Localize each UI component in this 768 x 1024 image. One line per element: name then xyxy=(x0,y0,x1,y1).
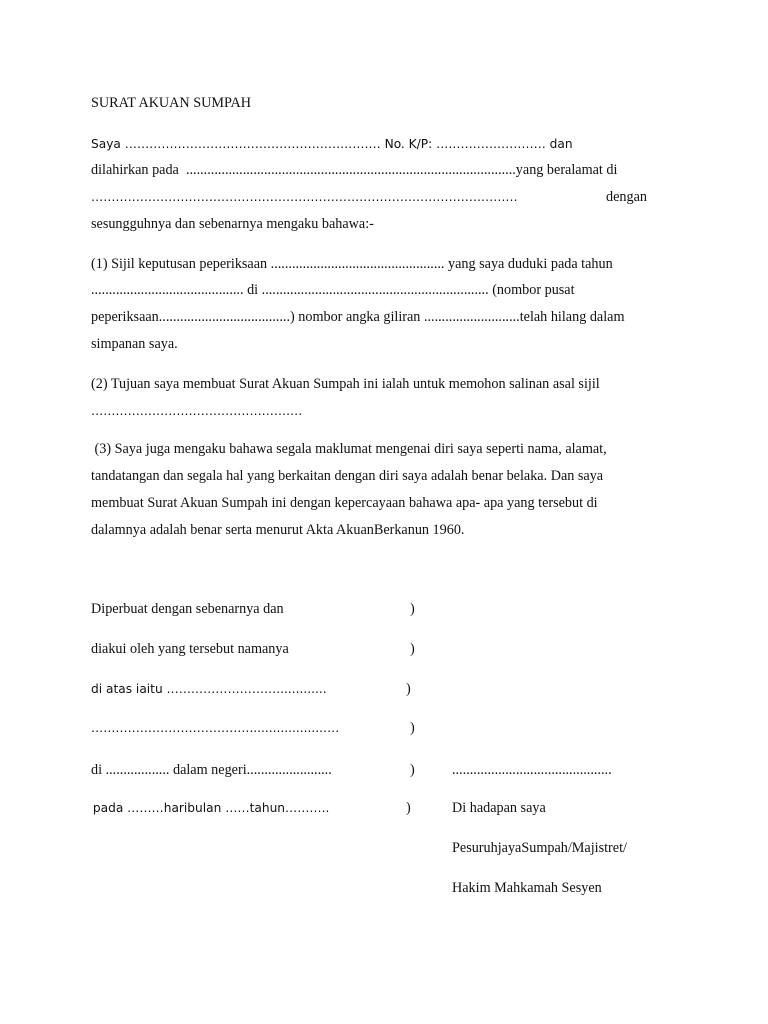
para3-line-4: dalamnya adalah benar serta menurut Akta AkuanBerkanun 1960. xyxy=(91,522,465,538)
decl-paren-4: ) xyxy=(410,720,415,736)
decl-row-1: Diperbuat dengan sebenarnya dan xyxy=(91,601,284,617)
para3-line-2: tandatangan dan segala hal yang berkaitan dengan diri saya adalah benar belaka. Dan saya xyxy=(91,468,604,484)
intro-line-3-dots: …………………………………………………………………………………………… xyxy=(91,190,518,204)
para1-line-1: (1) Sijil keputusan peperiksaan ................................................. yang saya duduki pada tahun xyxy=(91,256,613,272)
decl-row-2: diakui oleh yang tersebut namanya xyxy=(91,641,289,657)
para1-line-4: simpanan saya. xyxy=(91,336,178,352)
intro-line-3-word: dengan xyxy=(606,189,647,205)
para2-line-2: ……………………………………………. xyxy=(91,404,303,418)
signature-line: ............................................. xyxy=(452,762,612,778)
decl-paren-6: ) xyxy=(406,800,411,816)
intro-line-2: dilahirkan pada .............................................................................................yang beralamat di xyxy=(91,162,618,178)
decl-row-6: pada ………haribulan ……tahun……….. xyxy=(89,801,330,815)
para1-line-3: peperiksaan.....................................) nombor angka giliran ...........................telah hilang dalam xyxy=(91,309,625,325)
decl-paren-3: ) xyxy=(406,681,411,697)
decl-row-4: …………………………………...................…. xyxy=(91,721,340,735)
decl-row-3: di atas iaitu ………………………............. xyxy=(91,682,327,696)
intro-line-1: Saya ……………………………………………………… No. K/P: ……………………… dan xyxy=(91,137,573,151)
para3-line-1: (3) Saya juga mengaku bahawa segala maklumat mengenai diri saya seperti nama, alamat, xyxy=(91,441,607,457)
witness-before: Di hadapan saya xyxy=(452,800,546,816)
intro-line-4: sesungguhnya dan sebenarnya mengaku bahawa:- xyxy=(91,216,374,232)
decl-paren-5: ) xyxy=(410,762,415,778)
para1-line-2: ........................................... di ................................................................ (nombor pusat xyxy=(91,282,575,298)
decl-paren-2: ) xyxy=(410,641,415,657)
para3-line-3: membuat Surat Akuan Sumpah ini dengan kepercayaan bahawa apa- apa yang tersebut di xyxy=(91,495,598,511)
decl-row-5: di .................. dalam negeri........................ xyxy=(91,762,332,778)
decl-paren-1: ) xyxy=(410,601,415,617)
witness-role-2: Hakim Mahkamah Sesyen xyxy=(452,880,602,896)
document-title: SURAT AKUAN SUMPAH xyxy=(91,95,252,111)
witness-role-1: PesuruhjayaSumpah/Majistret/ xyxy=(452,840,627,856)
para2-line-1: (2) Tujuan saya membuat Surat Akuan Sumpah ini ialah untuk memohon salinan asal sijil xyxy=(91,376,600,392)
